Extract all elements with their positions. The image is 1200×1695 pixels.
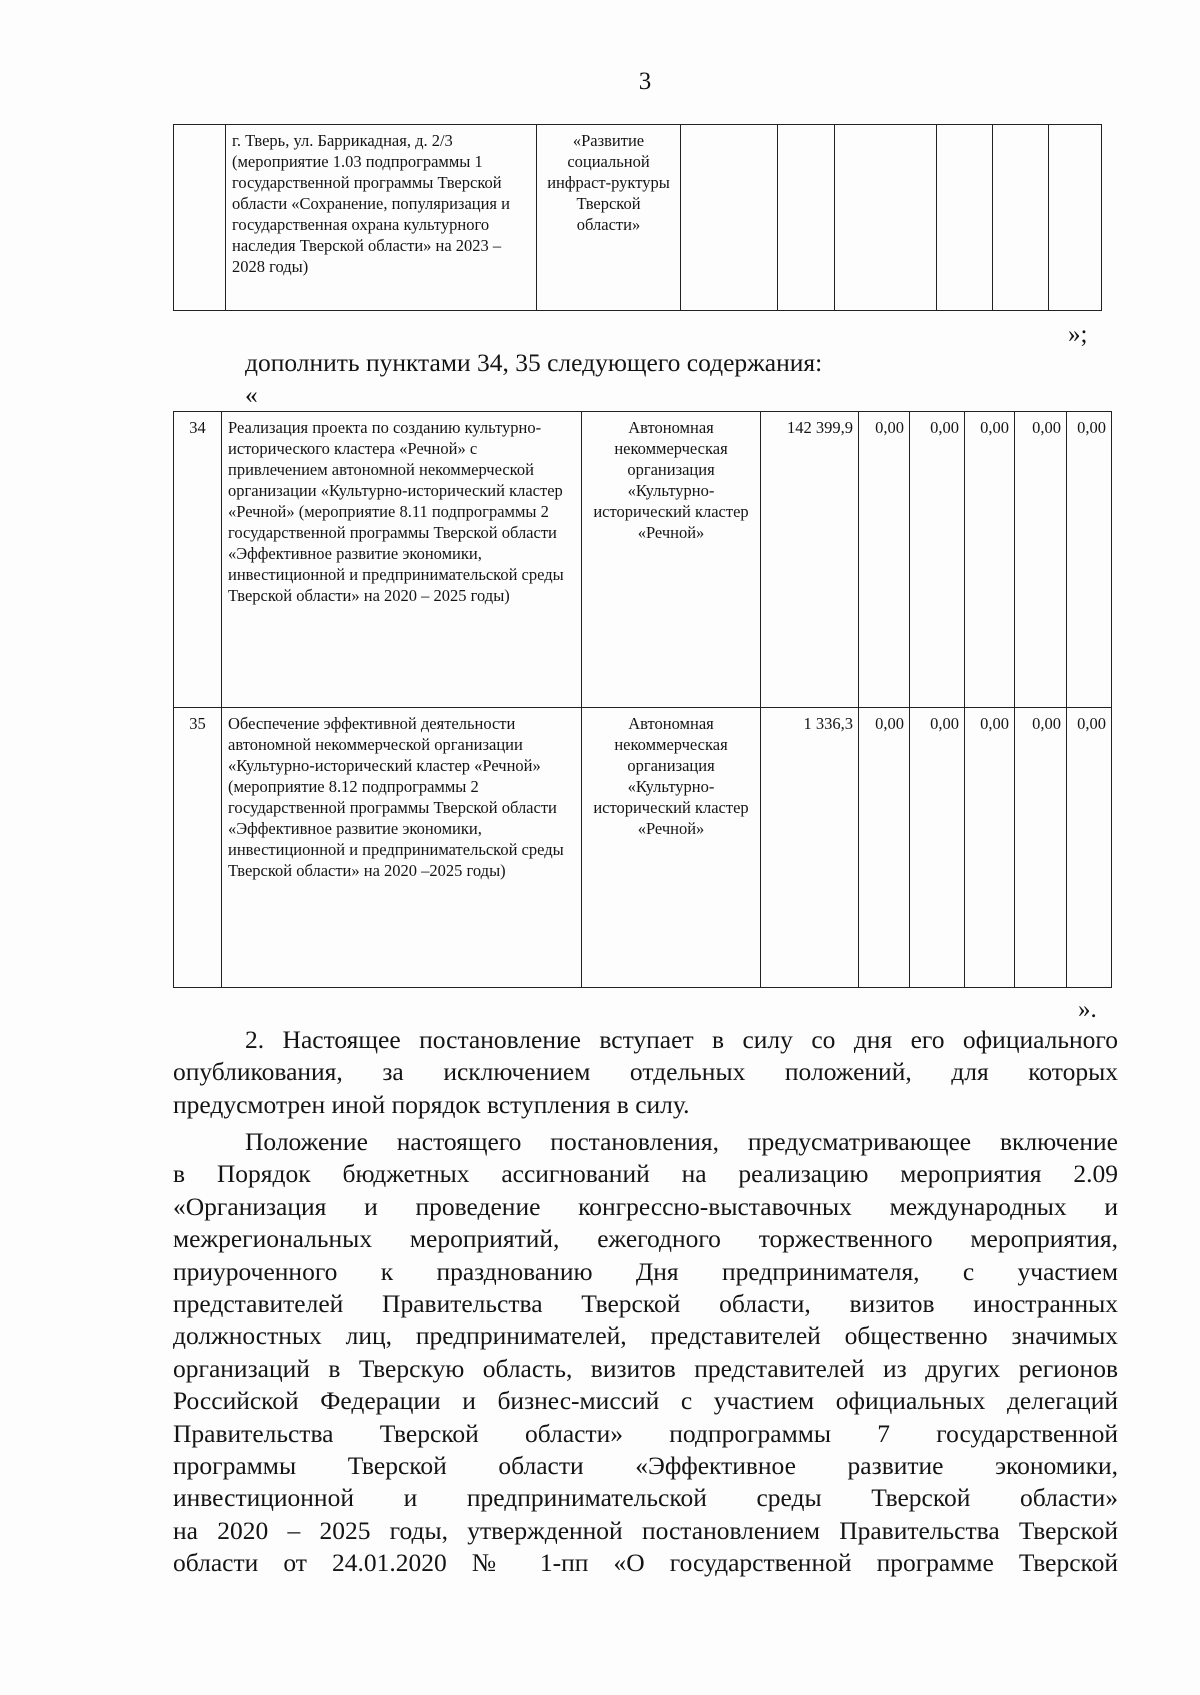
- row-value-cell: 0,00: [1067, 412, 1112, 708]
- text-line: опубликования, за исключением отдельных положений, для которых: [173, 1057, 1118, 1087]
- table-row: [174, 125, 1102, 311]
- table-new-items: [173, 411, 1112, 988]
- text-line: области от 24.01.2020 № 1-пп «О государственной программе Тверской: [173, 1548, 1118, 1578]
- row-amount-cell: 142 399,9: [761, 412, 859, 708]
- paragraph-provision: [173, 1126, 1118, 1580]
- text-line: 2. Настоящее постановление вступает в силу со дня его официального: [245, 1025, 1118, 1054]
- row-value-cell: 0,00: [1015, 708, 1067, 988]
- row-value-cell: [778, 125, 835, 311]
- row-number-cell: [174, 125, 226, 311]
- row-number-cell: 35: [174, 708, 222, 988]
- closing-quote-top: »;: [1068, 321, 1088, 348]
- text-line: «Организация и проведение конгрессно-выставочных международных и: [173, 1191, 1118, 1221]
- text-line: Правительства Тверской области» подпрограммы 7 государственной: [173, 1418, 1118, 1448]
- text-line: инвестиционной и предпринимательской среды Тверской области»: [173, 1483, 1118, 1513]
- paragraph-effective-date: [173, 1024, 1118, 1121]
- table-row: [174, 708, 1112, 988]
- row-value-cell: 0,00: [859, 412, 910, 708]
- row-executor-cell: «Развитие социальной инфраст-руктуры Тверской области»: [537, 125, 681, 311]
- open-quote: «: [245, 380, 258, 409]
- row-amount-cell: 1 336,3: [761, 708, 859, 988]
- text-line: межрегиональных мероприятий, ежегодного торжественного мероприятия,: [173, 1224, 1118, 1254]
- row-name-cell: Обеспечение эффективной деятельности автономной некоммерческой организации «Культурно-исторический кластер «Речной» (мероприятие 8.12 подпрограммы 2 государственной программы Тверской области «Эффективное развитие экономики, инвестиционной и предпринимательской среды Тверской области» на 2020 –2025 годы): [222, 708, 582, 988]
- closing-quote-items: ».: [1078, 996, 1097, 1023]
- table-row: [174, 412, 1112, 708]
- text-line: предусмотрен иной порядок вступления в силу.: [173, 1089, 690, 1119]
- row-value-cell: [835, 125, 937, 311]
- row-value-cell: [993, 125, 1049, 311]
- text-line: представителей Правительства Тверской области, визитов иностранных: [173, 1289, 1118, 1319]
- row-value-cell: 0,00: [965, 708, 1015, 988]
- row-value-cell: 0,00: [859, 708, 910, 988]
- text-line: программы Тверской области «Эффективное развитие экономики,: [173, 1451, 1118, 1481]
- text-line: организаций в Тверскую область, визитов представителей из других регионов: [173, 1353, 1118, 1383]
- row-value-cell: 0,00: [910, 708, 965, 988]
- row-value-cell: [937, 125, 993, 311]
- page-number: 3: [638, 68, 652, 95]
- table-continuation: [173, 124, 1102, 311]
- row-value-cell: 0,00: [1015, 412, 1067, 708]
- row-executor-cell: Автономная некоммерческая организация «Культурно-исторический кластер «Речной»: [582, 708, 761, 988]
- text-line: приуроченного к празднованию Дня предпринимателя, с участием: [173, 1256, 1118, 1286]
- row-executor-cell: Автономная некоммерческая организация «Культурно-исторический кластер «Речной»: [582, 412, 761, 708]
- row-value-cell: [1049, 125, 1102, 311]
- row-value-cell: 0,00: [910, 412, 965, 708]
- text-line: должностных лиц, предпринимателей, представителей общественно значимых: [173, 1321, 1118, 1351]
- text-line: в Порядок бюджетных ассигнований на реализацию мероприятия 2.09: [173, 1159, 1118, 1189]
- row-name-cell: Реализация проекта по созданию культурно-исторического кластера «Речной» с привлечением автономной некоммерческой организации «Культурно-исторический кластер «Речной» (мероприятие 8.11 подпрограммы 2 государственной программы Тверской области «Эффективное развитие экономики, инвестиционной и предпринимательской среды Тверской области» на 2020 – 2025 годы): [222, 412, 582, 708]
- row-number-cell: 34: [174, 412, 222, 708]
- row-name-cell: г. Тверь, ул. Баррикадная, д. 2/3 (мероприятие 1.03 подпрограммы 1 государственной программы Тверской области «Сохранение, популяризация и государственная охрана культурного наследия Тверской области» на 2023 – 2028 годы): [226, 125, 537, 311]
- text-line: Российской Федерации и бизнес-миссий с участием официальных делегаций: [173, 1386, 1118, 1416]
- intro-text: дополнить пунктами 34, 35 следующего содержания:: [245, 348, 823, 377]
- text-line: на 2020 – 2025 годы, утвержденной постановлением Правительства Тверской: [173, 1515, 1118, 1545]
- text-line: Положение настоящего постановления, предусматривающее включение: [245, 1127, 1118, 1156]
- row-value-cell: 0,00: [965, 412, 1015, 708]
- row-amount-cell: [681, 125, 778, 311]
- row-value-cell: 0,00: [1067, 708, 1112, 988]
